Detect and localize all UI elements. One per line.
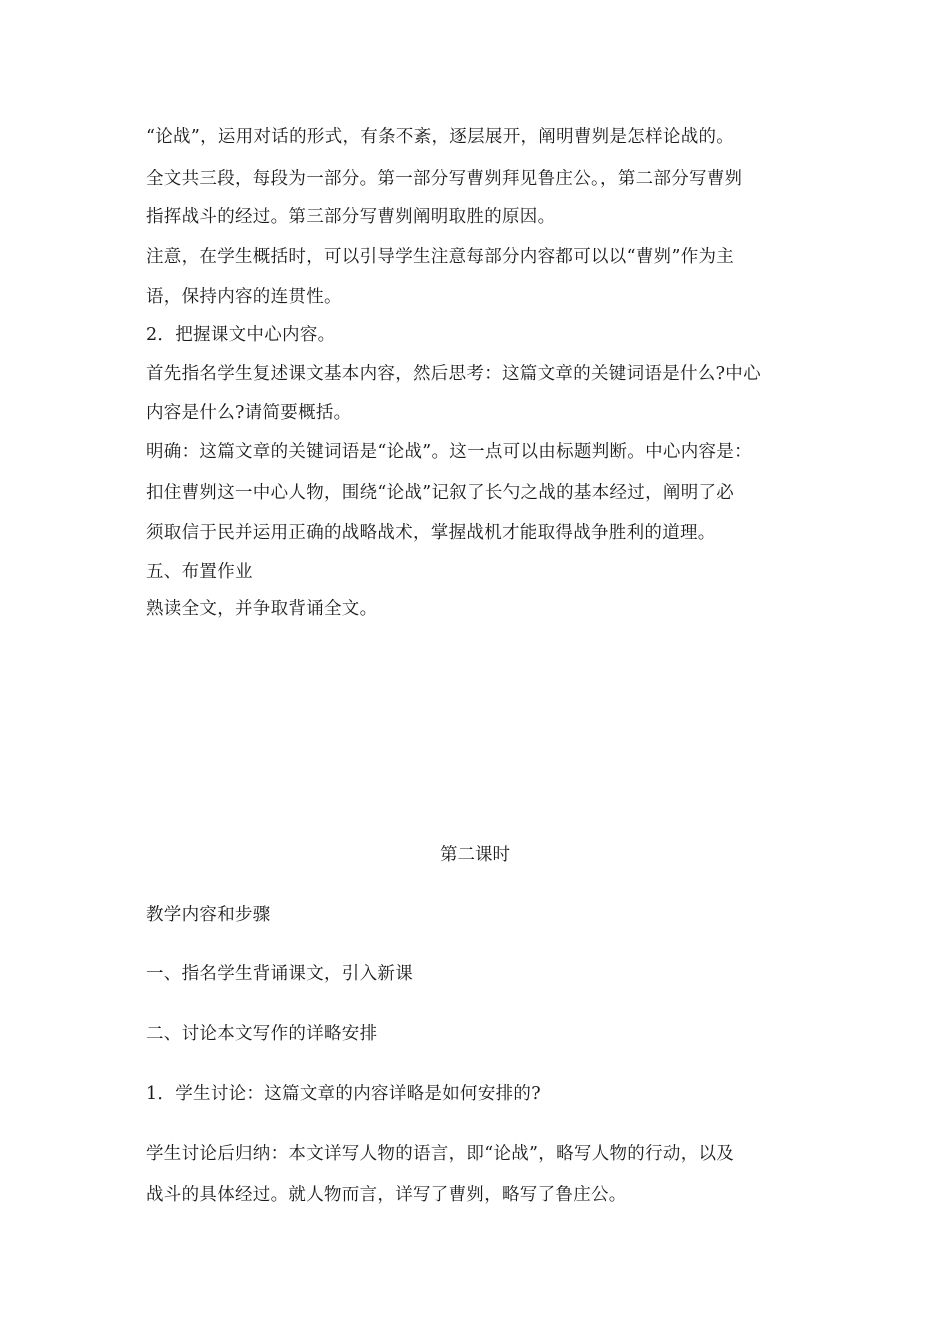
paragraph-line: 须取信于民并运用正确的战略战术，掌握战机才能取得战争胜利的道理。 bbox=[146, 523, 716, 543]
paragraph-line: 全文共三段，每段为一部分。第一部分写曹刿拜见鲁庄公。，第二部分写曹刿 bbox=[146, 169, 743, 189]
paragraph-line: 首先指名学生复述课文基本内容，然后思考：这篇文章的关键词语是什么?中心 bbox=[146, 364, 761, 384]
paragraph-line: 注意，在学生概括时，可以引导学生注意每部分内容都可以以“曹刿”作为主 bbox=[146, 247, 735, 267]
section-heading: 教学内容和步骤 bbox=[146, 905, 271, 925]
paragraph-line: 内容是什么?请简要概括。 bbox=[146, 403, 352, 423]
paragraph-line: 战斗的具体经过。就人物而言，详写了曹刿，略写了鲁庄公。 bbox=[146, 1185, 627, 1205]
paragraph-line: 1．学生讨论：这篇文章的内容详略是如何安排的? bbox=[146, 1084, 541, 1104]
paragraph-line: 学生讨论后归纳：本文详写人物的语言，即“论战”，略写人物的行动，以及 bbox=[146, 1144, 735, 1164]
section-heading: 五、布置作业 bbox=[146, 562, 253, 582]
paragraph-line: 语，保持内容的连贯性。 bbox=[146, 287, 342, 307]
paragraph-line: 扣住曹刿这一中心人物，围绕“论战”记叙了长勺之战的基本经过，阐明了必 bbox=[146, 483, 735, 503]
section-heading: 2．把握课文中心内容。 bbox=[146, 325, 336, 345]
section-heading: 二、讨论本文写作的详略安排 bbox=[146, 1024, 378, 1044]
paragraph-line: 指挥战斗的经过。第三部分写曹刿阐明取胜的原因。 bbox=[146, 207, 556, 227]
section-heading: 一、指名学生背诵课文，引入新课 bbox=[146, 964, 413, 984]
lesson-title: 第二课时 bbox=[440, 845, 510, 865]
paragraph-line: 明确：这篇文章的关键词语是“论战”。这一点可以由标题判断。中心内容是： bbox=[146, 442, 752, 462]
paragraph-line: “论战”，运用对话的形式，有条不紊，逐层展开，阐明曹刿是怎样论战的。 bbox=[146, 127, 735, 147]
paragraph-line: 熟读全文，并争取背诵全文。 bbox=[146, 599, 378, 619]
